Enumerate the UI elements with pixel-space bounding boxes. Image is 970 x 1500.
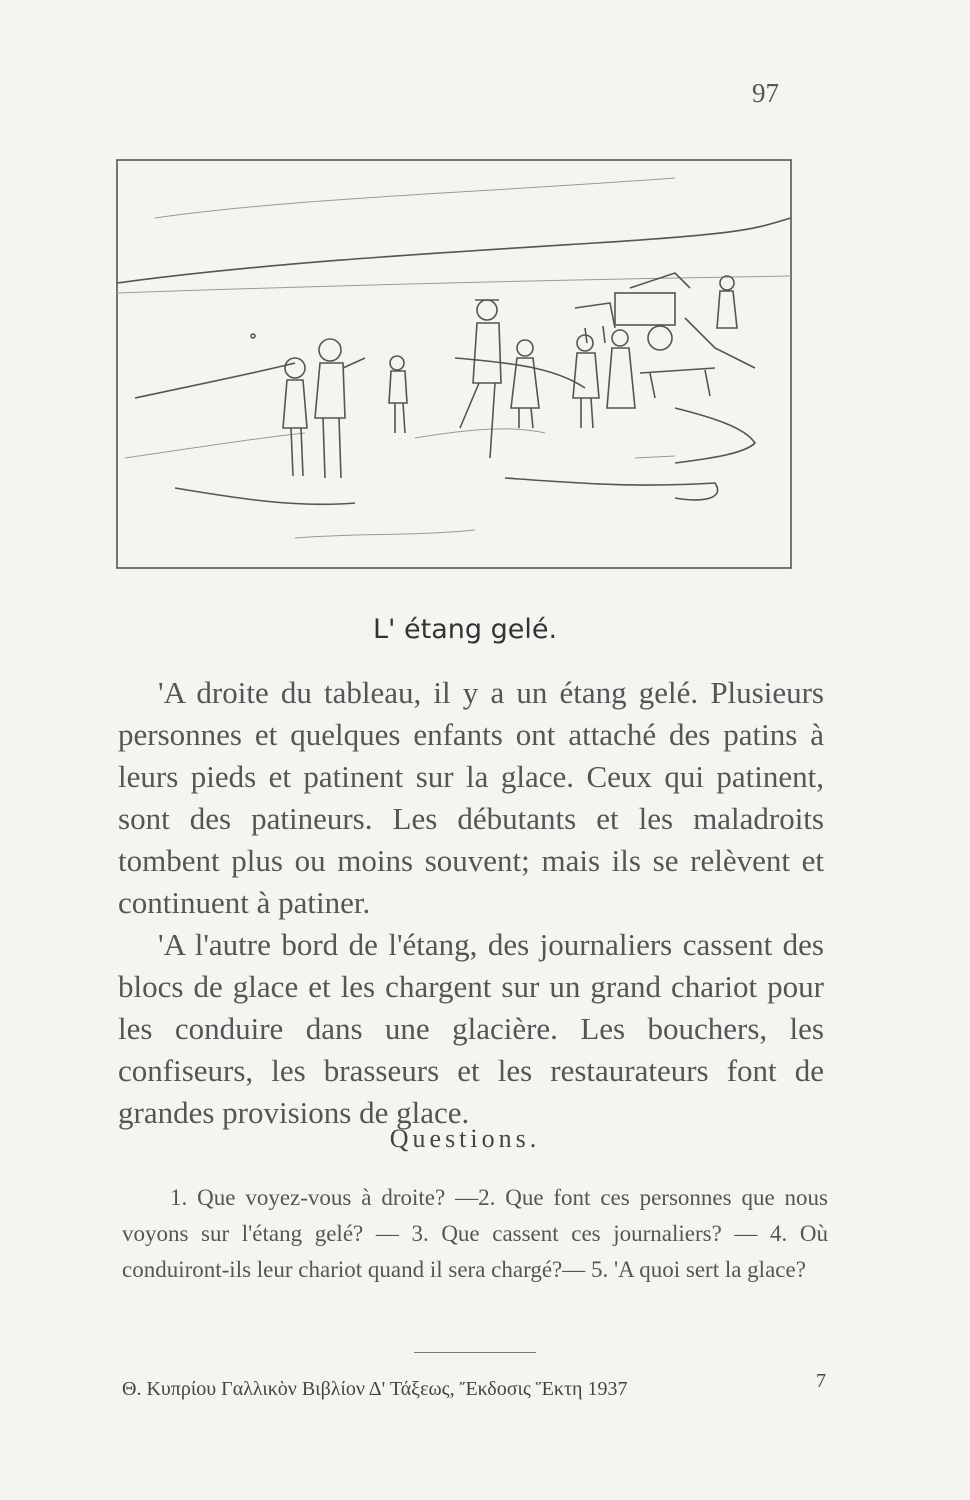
footer-signature: Θ. Κυπρίου Γαλλικὸν Βιβλίον Δ' Τάξεως, Ἔκδοσις Ἕκτη 1937 bbox=[122, 1378, 628, 1400]
skaters-right bbox=[573, 330, 635, 428]
questions-text: 1. Que voyez-vous à droite? —2. Que font ces personnes que nous voyons sur l'étang gelé? — 3. Que cassent ces journaliers? — 4. Où conduiront-ils leur chariot quand il sera chargé?— 5. 'A quoi sert la glace? bbox=[122, 1185, 828, 1282]
frozen-pond-illustration bbox=[115, 158, 793, 570]
girl-skater bbox=[511, 340, 539, 428]
questions-heading: Questions. bbox=[389, 1124, 541, 1153]
page-number: 97 bbox=[752, 78, 779, 108]
illustration-frame bbox=[117, 160, 791, 568]
worker bbox=[685, 276, 755, 368]
man-skater bbox=[460, 300, 501, 458]
sheet-number: 7 bbox=[816, 1370, 826, 1392]
bench bbox=[640, 368, 715, 398]
adult-skater-left bbox=[315, 339, 365, 478]
paragraph-2: 'A l'autre bord de l'étang, des journaliers cassent des blocs de glace et les chargent sur un grand chariot pour les conduire dans une glacière. Les bouchers, les confiseurs, les brasseurs et les restaurateurs font de grandes provisions de glace. bbox=[118, 927, 824, 1130]
small-skater bbox=[389, 356, 407, 433]
paragraph-1: 'A droite du tableau, il y a un étang gelé. Plusieurs personnes et quelques enfants ont attaché des patins à leurs pieds et patinent sur la glace. Ceux qui patinent, sont des patineurs. Les débutants et les maladroits tombent plus ou moins souvent; mais ils se relèvent et continuent à patiner. bbox=[118, 675, 824, 920]
footer-divider bbox=[414, 1352, 536, 1353]
horizon-line bbox=[117, 218, 791, 283]
lesson-text bbox=[118, 672, 824, 1134]
illustration-caption: L' étang gelé. bbox=[372, 614, 558, 645]
child-skater bbox=[283, 358, 307, 476]
